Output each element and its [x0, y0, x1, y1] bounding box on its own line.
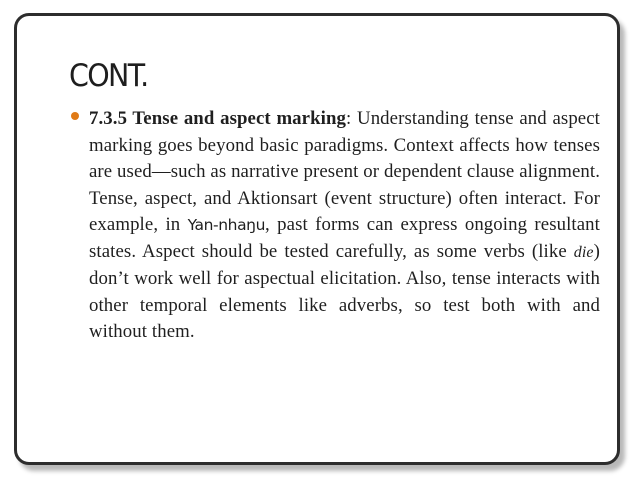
section-heading: 7.3.5 Tense and aspect marking [89, 108, 347, 129]
body-text-part-1: Understanding tense and aspect marking goes beyond basic paradigms. Context affects how tenses are used—such as narrative present or dependent clause alignment. Tense, aspect, and Aktionsart (event structure) often interact. For example, in [89, 108, 600, 235]
slide-body-paragraph [89, 106, 600, 346]
body-text-part-2: , past forms can express ongoing resultant states. Aspect should be tested carefully, as some verbs (like [89, 214, 600, 262]
slide-title: CONT. [69, 58, 148, 94]
language-name: Yan-nhaŋu [187, 216, 266, 234]
example-verb: die [573, 243, 594, 261]
heading-colon: : [346, 108, 358, 129]
body-text-part-3: ) don’t work well for aspectual elicitation. Also, tense interacts with other temporal elements like adverbs, so test both with and without them. [89, 240, 600, 342]
bullet-icon [71, 112, 79, 120]
